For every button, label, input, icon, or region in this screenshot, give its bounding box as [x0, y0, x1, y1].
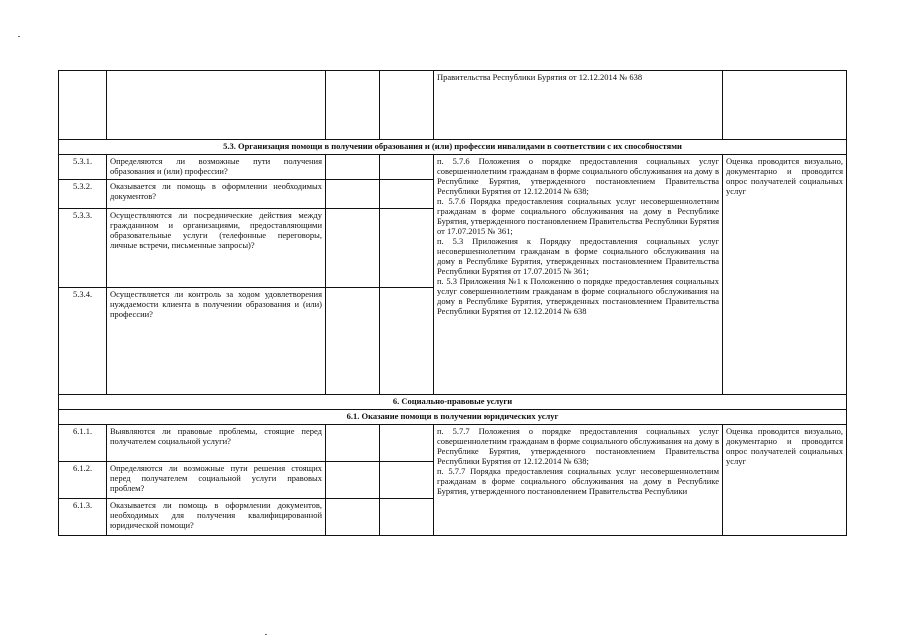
- cell-law-5-3: [434, 155, 723, 395]
- table-row: [59, 155, 847, 180]
- cell-note-empty: [723, 71, 847, 140]
- assessment-table: [58, 70, 847, 536]
- cell-mark-empty: [380, 288, 434, 395]
- row-question: Выявляются ли правовые проблемы, стоящие перед получателем социальной услуги?: [107, 425, 326, 462]
- cell-mark-empty: [380, 155, 434, 180]
- row-number: 5.3.2.: [59, 180, 107, 209]
- row-question: Определяются ли возможные пути получения образования и (или) профессии?: [107, 155, 326, 180]
- row-question: Определяются ли возможные пути решения стоящих перед получателем социальной услуги правовых проблем?: [107, 462, 326, 499]
- scan-speck: [18, 36, 20, 37]
- section-header-row: [59, 395, 847, 410]
- row-number: 5.3.1.: [59, 155, 107, 180]
- cell-mark-empty: [380, 180, 434, 209]
- law-reference: п. 5.3 Приложения к Порядку предоставления социальных услуг несовершеннолетним гражданам в форме социального обслуживания на дому в Республике Бурятия, утвержденных постановлением Правительства Республики Бурятия от 17.07.2015 № 361;: [437, 236, 719, 276]
- row-number: 6.1.2.: [59, 462, 107, 499]
- cell-law-6-1: [434, 425, 723, 536]
- section-title-5-3: 5.3. Организация помощи в получении образования и (или) профессии инвалидами в соответствии с их способностями: [59, 140, 847, 155]
- cell-mark-empty: [326, 180, 380, 209]
- row-question: Осуществляются ли посреднические действия между гражданином и организациями, предоставляющими образовательные услуги (телефонные переговоры, личные встречи, письменные запросы)?: [107, 209, 326, 288]
- law-reference: п. 5.7.7 Порядка предоставления социальных услуг несовершеннолетним гражданам в форме социального обслуживания на дому в Республике Бурятия, утвержденного постановлением Правительства Республики: [437, 466, 719, 496]
- law-reference: п. 5.7.6 Положения о порядке предоставления социальных услуг совершеннолетним гражданам в форме социального обслуживания на дому в Республике Бурятия, утвержденного постановлением Правительства Республики Бурятия от 12.12.2014 № 638;: [437, 156, 719, 196]
- row-question: Осуществляется ли контроль за ходом удовлетворения нуждаемости клиента в получении образования и (или) профессии?: [107, 288, 326, 395]
- cell-question-empty: [107, 71, 326, 140]
- cell-mark-empty: [326, 499, 380, 536]
- row-number: 6.1.1.: [59, 425, 107, 462]
- section-header-row: [59, 140, 847, 155]
- row-question: Оказывается ли помощь в оформлении документов, необходимых для получения квалифицированной юридической помощи?: [107, 499, 326, 536]
- table-row: [59, 425, 847, 462]
- cell-mark-empty: [326, 209, 380, 288]
- section-title-6: 6. Социально-правовые услуги: [59, 395, 847, 410]
- cell-law-continuation: Правительства Республики Бурятия от 12.12.2014 № 638: [434, 71, 723, 140]
- row-number: 6.1.3.: [59, 499, 107, 536]
- law-reference: п. 5.7.7 Положения о порядке предоставления социальных услуг совершеннолетним гражданам в форме социального обслуживания на дому в Республике Бурятия, утвержденного постановлением Правительства Республики Бурятия от 12.12.2014 № 638;: [437, 426, 719, 466]
- cell-mark-empty: [326, 288, 380, 395]
- cell-mark-empty: [380, 71, 434, 140]
- law-reference: п. 5.7.6 Порядка предоставления социальных услуг несовершеннолетним гражданам в форме социального обслуживания на дому в Республике Бурятия, утвержденного постановлением Правительства Республики Бурятия от 17.07.2015 № 361;: [437, 196, 719, 236]
- cell-mark-empty: [326, 462, 380, 499]
- table-row-continuation: [59, 71, 847, 140]
- cell-note-6-1: Оценка проводится визуально, документарно и проводится опрос получателей социальных услуг: [723, 425, 847, 536]
- cell-mark-empty: [326, 71, 380, 140]
- cell-num-empty: [59, 71, 107, 140]
- cell-mark-empty: [380, 425, 434, 462]
- cell-note-5-3: Оценка проводится визуально, документарно и проводится опрос получателей социальных услуг: [723, 155, 847, 395]
- law-reference: п. 5.3 Приложения №1 к Положению о порядке предоставления социальных услуг совершеннолетним гражданам в форме социального обслуживания на дому в Республике Бурятия, утвержденных постановлением Правительства Республики Бурятия от 12.12.2014 № 638: [437, 276, 719, 316]
- row-number: 5.3.3.: [59, 209, 107, 288]
- scan-speck: [265, 634, 267, 635]
- row-question: Оказывается ли помощь в оформлении необходимых документов?: [107, 180, 326, 209]
- section-header-row: [59, 410, 847, 425]
- cell-mark-empty: [380, 209, 434, 288]
- section-title-6-1: 6.1. Оказание помощи в получении юридических услуг: [59, 410, 847, 425]
- cell-mark-empty: [380, 499, 434, 536]
- cell-mark-empty: [326, 425, 380, 462]
- cell-mark-empty: [380, 462, 434, 499]
- cell-mark-empty: [326, 155, 380, 180]
- row-number: 5.3.4.: [59, 288, 107, 395]
